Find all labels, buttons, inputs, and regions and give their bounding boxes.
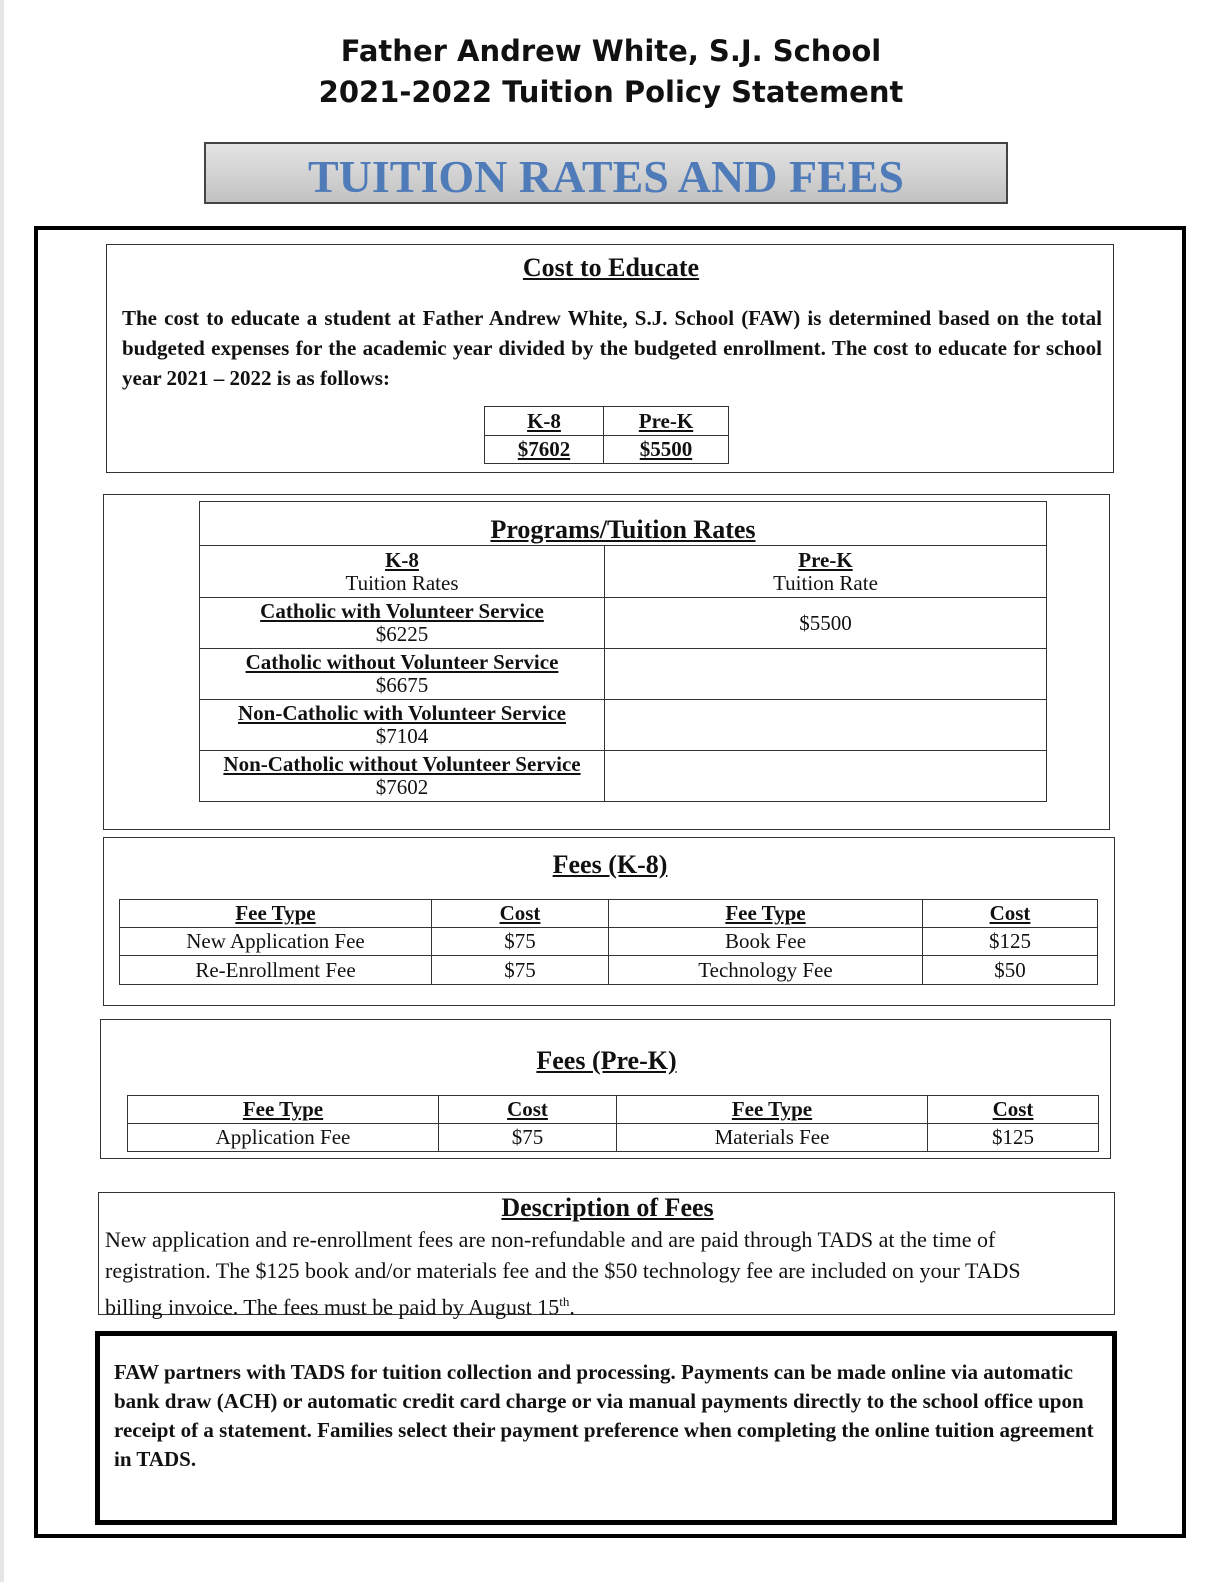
tads-note-text: FAW partners with TADS for tuition collection and processing. Payments can be made online via automatic bank draw (ACH) or automatic credit card charge or via manual payments directly to the school office upon receipt of a statement. Families select their payment preference when completing the online tuition agreement in TADS. xyxy=(114,1360,1094,1471)
program-amount: $6675 xyxy=(375,673,429,697)
fee-type: New Application Fee xyxy=(120,928,432,956)
program-prek-amount xyxy=(605,700,1047,751)
fees-k8-header-type-2: Fee Type xyxy=(609,900,923,928)
fees-k8-title: Fees (K-8) xyxy=(552,850,668,879)
description-body: New application and re-enrollment fees are non-refundable and are paid through TADS at the time of registration. The $125 book and/or materials fee and the $50 technology fee are included on your TADS billing invoice. The fees must be paid by August 15 xyxy=(105,1227,1021,1320)
page-left-edge xyxy=(0,0,4,1582)
table-row xyxy=(120,956,1098,985)
cost-to-educate-table xyxy=(484,406,729,464)
cte-prek-label: Pre-K xyxy=(604,407,729,436)
fees-prek-header-cost-2: Cost xyxy=(928,1096,1099,1124)
fees-prek-header-cost: Cost xyxy=(439,1096,617,1124)
fees-prek-header-type-2: Fee Type xyxy=(617,1096,928,1124)
programs-k8-subheading: Tuition Rates xyxy=(345,570,459,595)
cte-k8-value: $7602 xyxy=(485,436,604,464)
program-name: Catholic without Volunteer Service xyxy=(245,650,559,674)
cost-to-educate-box xyxy=(106,244,1114,473)
fees-prek-title: Fees (Pre-K) xyxy=(536,1046,677,1075)
description-title: Description of Fees xyxy=(501,1193,714,1222)
programs-k8-heading: K-8 xyxy=(385,547,419,572)
fee-type: Materials Fee xyxy=(617,1124,928,1152)
program-cell xyxy=(200,700,605,751)
document-title: 2021-2022 Tuition Policy Statement xyxy=(318,75,904,109)
table-row xyxy=(200,700,1047,751)
description-text xyxy=(105,1224,1065,1322)
fee-cost: $125 xyxy=(928,1124,1099,1152)
programs-prek-subheading: Tuition Rate xyxy=(773,570,878,595)
table-row xyxy=(200,751,1047,802)
table-row xyxy=(128,1124,1099,1152)
fee-cost: $75 xyxy=(432,956,609,985)
banner-text: TUITION RATES AND FEES xyxy=(307,151,905,202)
programs-table xyxy=(199,501,1047,802)
program-cell xyxy=(200,598,605,649)
school-name: Father Andrew White, S.J. School xyxy=(340,34,882,68)
program-prek-amount: $5500 xyxy=(605,598,1047,649)
program-name: Catholic with Volunteer Service xyxy=(260,599,544,623)
fee-cost: $125 xyxy=(923,928,1098,956)
fee-type: Book Fee xyxy=(609,928,923,956)
table-row xyxy=(200,598,1047,649)
programs-prek-header xyxy=(605,546,1047,598)
program-prek-amount xyxy=(605,751,1047,802)
fees-k8-header-type: Fee Type xyxy=(120,900,432,928)
programs-prek-heading: Pre-K xyxy=(798,547,853,572)
program-cell xyxy=(200,751,605,802)
cost-to-educate-paragraph: The cost to educate a student at Father Andrew White, S.J. School (FAW) is determined based on the total budgeted expenses for the academic year divided by the budgeted enrollment. The cost to educate for school year 2021 – 2022 is as follows: xyxy=(122,306,1102,390)
fee-cost: $75 xyxy=(432,928,609,956)
fees-k8-header-cost: Cost xyxy=(432,900,609,928)
fees-prek-table xyxy=(127,1095,1099,1152)
section-banner xyxy=(204,142,1008,204)
description-box xyxy=(98,1192,1115,1320)
fee-cost: $75 xyxy=(439,1124,617,1152)
program-cell xyxy=(200,649,605,700)
cte-k8-label: K-8 xyxy=(485,407,604,436)
fee-type: Technology Fee xyxy=(609,956,923,985)
fee-type: Re-Enrollment Fee xyxy=(120,956,432,985)
programs-k8-header xyxy=(200,546,605,598)
program-amount: $6225 xyxy=(375,622,429,646)
program-name: Non-Catholic with Volunteer Service xyxy=(237,701,566,725)
cost-to-educate-title: Cost to Educate xyxy=(522,253,700,282)
table-row xyxy=(120,928,1098,956)
fee-type: Application Fee xyxy=(128,1124,439,1152)
program-amount: $7602 xyxy=(375,775,429,799)
program-prek-amount xyxy=(605,649,1047,700)
cte-prek-value: $5500 xyxy=(604,436,729,464)
description-period: . xyxy=(569,1294,575,1320)
tads-note-box xyxy=(95,1331,1117,1525)
fees-k8-header-cost-2: Cost xyxy=(923,900,1098,928)
table-row xyxy=(200,649,1047,700)
fees-prek-header-type: Fee Type xyxy=(128,1096,439,1124)
fee-cost: $50 xyxy=(923,956,1098,985)
fees-k8-table xyxy=(119,899,1098,985)
programs-title: Programs/Tuition Rates xyxy=(200,502,1047,546)
program-name: Non-Catholic without Volunteer Service xyxy=(223,752,581,776)
description-superscript: th xyxy=(559,1294,570,1309)
program-amount: $7104 xyxy=(375,724,429,748)
